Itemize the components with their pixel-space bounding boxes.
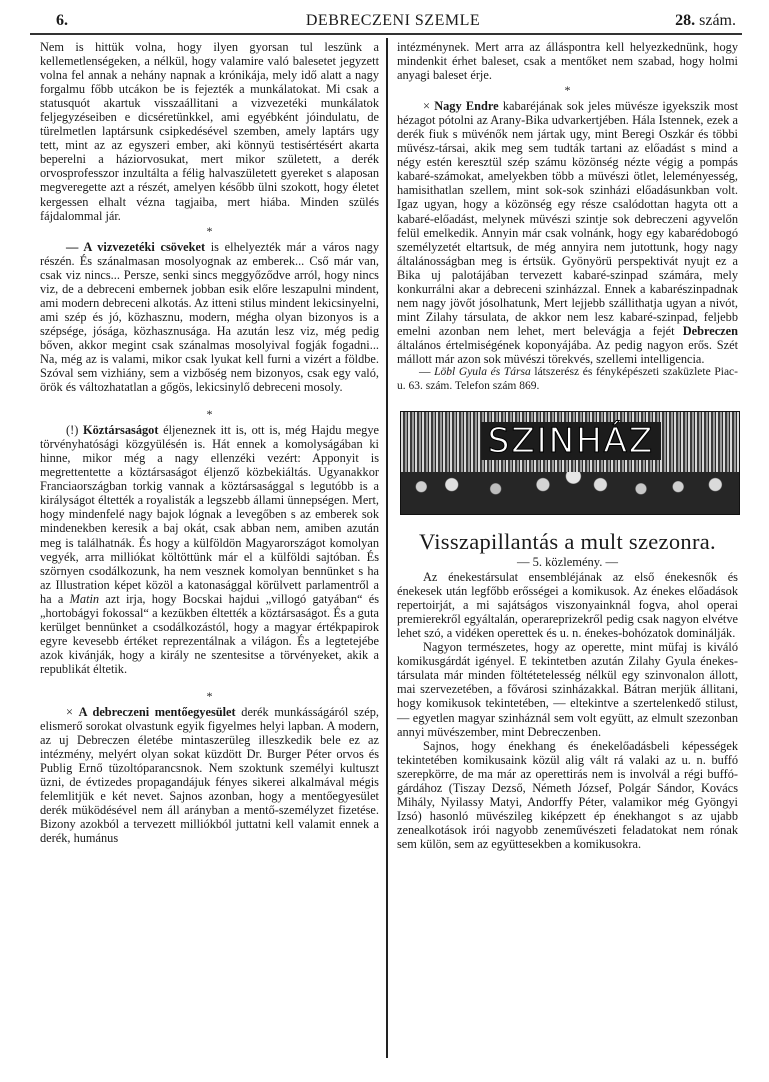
page-header <box>46 12 740 34</box>
text-republic-a: éljeneznek itt is, ott is, még Hajdu megye törvényhatósági közgyülésén is. Hát ennek a komolyságában ki hinne, mikor még a nagy ellenzéki vezért: Apponyit is megrettentette a köztársaságot éljenző közbekiáltás. Ugyanakkor Franciaországban torkig vannak a köztársasággal s legutóbb is a királyságot éltették a royalisták a legszebb állami ünnepségen. Mert, hogy mindenfelé nagy bajok lógnak a levegőben s az emberek sok mindenekben keresik a baj okát, csak abban nem, amiben azután meg is találhatnák. És hogy a külföldön Magyarországot komolyan vegyék, arra milliókat költöttünk már el a külföldi sajtóban. És szörnyen csodálkozunk, ha nem vesznek komolyan bennünket s ha az Illustration képet közöl a katonasággal körülvett parlamentről a ha a <box>40 423 380 606</box>
right-column <box>397 40 738 851</box>
lead-rescue: A debreczeni mentőegyesület <box>78 704 236 719</box>
paragraph-cabaret <box>397 99 738 366</box>
credit-company: Löbl Gyula és Társa <box>434 366 531 379</box>
issue-number <box>675 12 736 30</box>
theatre-banner-image <box>400 411 740 515</box>
credit-dash: — <box>419 366 435 379</box>
article-paragraph: Sajnos, hogy énekhang és énekelőadásbeli képességek tekintetében komikusaink közül alig vált rá valaki az u. n. buffó szerepkörre, de ma már az operettirás nem is involvál a régi buffó-gárdához (Tiszay Dezső, Németh József, Polgár Sándor, Kovács Mihály, Nyilassy Matyi, Andorffy Péter, valamikor még Gyöngyi Izsó) hasonló müvészileg kiképzett ép énekhangot s az ujabb zenealkotások irói nagyobb zeneművészeti feladatokat nem rónak sem külön, sem az együttesekben a komikusokra. <box>397 738 738 851</box>
text-water-pipes: is elhelyezték már a város nagy részén. És szánalmasan mosolyognak az emberek... Cső már van, csak viz nincs... Persze, senki sincs meggyőződve arról, hogy nincs viz, de a debreceni embernek jobban esik előre leszapulni mindent, ami modern debreceni alkotás. Az itteni stilus mindent lekicsinyelni, ami szép és jó, közhasznu, modern, mégha olyan bizonyos is a szépsége, jósága, közhasznusága. Ha azután lesz viz, még pedig bőven, akkor megint csak szánalmas mosolyival fogják fogadni... Na, még az is valami, mikor csak lyukat kell furni a vizért a földbe. Szóval sem vizhiány, sem a vizbőség nem bizonyos, csak egy való, örök és változhatatlan a gőgös, lekicsinylő debreceni mosoly. <box>40 239 379 395</box>
advertisement-credit <box>397 366 738 393</box>
publication-title: DEBRECZENI SZEMLE <box>305 12 481 29</box>
separator-asterisk: * <box>206 223 213 238</box>
paragraph-republic <box>40 423 379 676</box>
issue-label: szám. <box>699 12 736 29</box>
prefix-cabaret: × <box>423 99 435 114</box>
article-paragraph: Az énekestársulat ensembléjának az első énekesnők és énekesek után legfőbb erősségei a komikusok. Az énekes előadások repertoirját, a mi sajátságos viszonyainknál fogva, ahol operai premierekről egyáltalán, operareprizekről pedig csak nagyon elvétve lehet szó, a vidéken operettek és u. n. énekes-bohózatok dominálják. <box>397 570 738 641</box>
text-cabaret-end: általános értelmiségének koponyájába. Az pedig nagyon erős. Szét mállott már azon sok müvészi törekvés, szellemi intelligencia. <box>397 337 738 366</box>
text-republic-b: azt irja, hogy Bocskai hajdui „villogó gatyában“ és „hortobágyi fokossal“ a kezükben éltették a köztársaságot. És a guta kerülget bennünket a csodálkozástól, hogy a magyar értékpapirok egyre kevesebb értéket reprezentálnak a világon. És a legtetejébe azok kivánják, hogy a király ne szentesitse a törvényeket, akik a republikát éltetik. <box>40 591 379 676</box>
column-divider <box>386 38 388 1058</box>
banner-word: SZINHÁZ <box>481 422 661 460</box>
prefix-republic: (!) <box>66 423 84 438</box>
text-rescue: derék munkásságáról szép, elismerő sorokat olvastunk egyik figyelmes helyi lapban. A modern, az uj Debreczen életébe mintaszerüleg illeszkedik bele ez az intézmény, melyért olyan sokat küzdött Dr. Burger Péter orvos és Publig Ernő tüzoltóparancsnok. Nem szoktunk személyi kultuszt üzni, de évtizedes propagandájuk fényes sikerei alkalmával mégis felemlitjük e két nevet. Sajnos azonban, hogy a mentőegyesület derék müködésével nem áll arányban a mentő-személyzet fizetése. Bizony azokból a tervezett milliókból juttatni kell valamit ennek a derék, humánus <box>40 704 379 846</box>
article-subtitle: — 5. közlemény. — <box>517 555 618 570</box>
prefix-rescue: × <box>66 704 79 719</box>
text-cabaret: kabaréjának sok jeles müvésze igyekszik most hézagot pótolni az Arany-Bika udvarkertjében. Hála Istennek, ezek a derék fiuk s müvénők nem jártak ugy, mint Beregi Oszkár és többi müvész-társai, akik meg sem tudták tartani az előadást s mind a négy estén keresztül szép számu közönség nézte végig a pompás kabaré-számokat, amelyekben több a müvészi ötlet, leleményesség, hamisithatlan szellem, mint sok-sok szinházi előadásunkban volt. Igaz ugyan, hogy a közönség egy része csalódottan hagyta ott a kabaré-előadást, melynek müvészi szintje sok debreczeni agyvelőn felül emelkedik. Annyin már csak volnánk, hogy egy kabarédobogó személyzetét eltartsuk, de még annyira nem jutottunk, hogy nagy általánosságban meg is értsük. Gyönyörü perspektivát nyujt ez a Bika uj palotájában tervezett kabaré-szinpad számára, mely konkurrálni akar a debreceni szinházzal. Ennek a kabarészinpadnak nem nagy jövőt jósolhatunk, Mert lejjebb szállithatja ugyan a nivót, mint Zilahy társulata, de akkor nem lesz kabaré-szinpad, feljebb emelni azonban nem lehet, mert belevágja a fejét <box>397 99 738 338</box>
bold-debreczen: Debreczen <box>682 323 738 338</box>
credit-text: látszerész és fényképészeti szaküzlete Piac-u. 63. szám. Telefon szám 869. <box>397 366 738 392</box>
separator-asterisk: * <box>206 688 213 703</box>
article-paragraph: Nagyon természetes, hogy az operette, mint müfaj is kiváló komikusgárdát igényel. E tekintetben azután Zilahy Gyula énekes-társulata már minden föltétetelesség nélkül egy szinvonalon állott, mai szervezetében, a fővárosi szinházakkal. Bátran merjük állitani, hogy komikusok tekintetében, — eltekintve a szertelenkedő stilust, — egyetlen magyar szinháznál sem volt együtt, az elmult szezonban annyi müvészember, mint Debreczenben. <box>397 640 738 739</box>
header-rule <box>30 33 742 35</box>
separator-asterisk: * <box>564 83 571 98</box>
paragraph-malpractice: Nem is hittük volna, hogy ilyen gyorsan tul leszünk a kellemetlenségeken, a nélkül, hogy valamire való balesetet jegyzett volna fel annak a nehány napnak a krónikája, mely idő alatt a nagy forgalmu főbb utcákon be is fejezték a munkálatokat. Mi csak a statusquót akartuk visszaállitani a vizvezetéki munkálatok feljegyzéseiben e dicséretünkkel, ami egyébként jóindulatu, de türelmetlen laptársunk csipkedésével szemben, amely laptárs ugy tett, mint az az egyszeri ember, aki könnyü testisértésért akarta beperelni a háziorvosukat, mert mikor született, a derék orvosprofesszor inzultálta a félig halvaszületett gyereket s alaposan megveregette azt a részét, amelyen később ülni szokott, hogy életet kergessen elhalt vézna tagjaiba, mert hiába. Minden szülés fájdalommal jár. <box>40 40 379 223</box>
paragraph-water-pipes <box>40 240 379 395</box>
lead-republic: Köztársaságot <box>83 423 159 438</box>
italic-matin: Matin <box>69 591 100 606</box>
paragraph-rescue-continued: intézménynek. Mert arra az álláspontra kell helyezkednünk, hogy mindenkit érhet baleset, csak a mentőket nem szabad, hogy holmi anyagi baleset érje. <box>397 40 738 83</box>
issue-number-value: 28. <box>675 12 696 29</box>
page-number: 6. <box>56 12 68 29</box>
lead-water-pipes: — A vizvezetéki csöveket <box>66 239 206 254</box>
article-title: Visszapillantás a mult szezonra. <box>419 529 716 555</box>
separator-asterisk: * <box>206 407 213 422</box>
audience-illustration <box>401 472 739 514</box>
paragraph-rescue-society <box>40 705 379 845</box>
lead-cabaret: Nagy Endre <box>434 99 499 114</box>
left-column <box>40 40 379 845</box>
